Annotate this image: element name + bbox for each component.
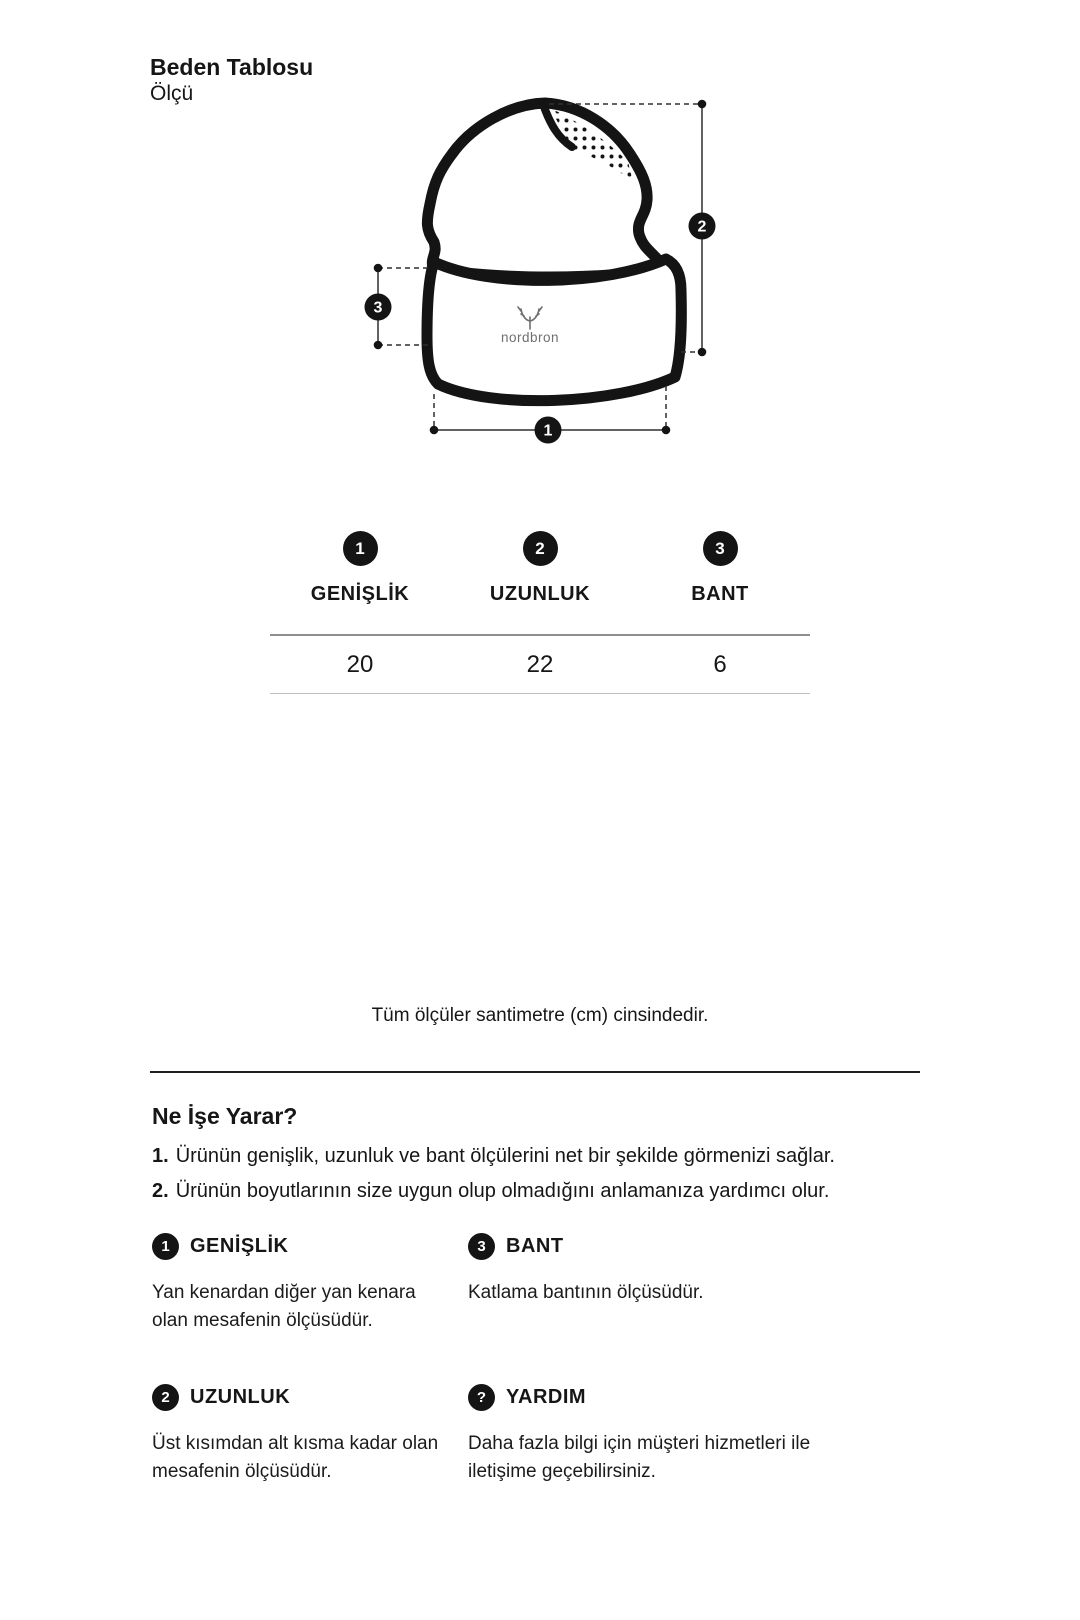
size-table-headers [270, 583, 810, 606]
info-item-2-text: Ürünün boyutlarının size uygun olup olmadığını anlamanıza yardımcı olur. [175, 1180, 830, 1202]
definition-band-description: Katlama bantının ölçüsüdür. [468, 1282, 704, 1303]
marker-band-badge: 3 [373, 299, 383, 317]
value-band: 6 [713, 651, 727, 678]
definition-width-badge: 1 [152, 1233, 179, 1260]
table-rule-bottom [270, 693, 810, 694]
size-table [270, 531, 810, 694]
unit-note: Tüm ölçüler santimetre (cm) cinsindedir. [371, 1005, 709, 1026]
brand-name: nordbron [500, 330, 560, 345]
definition-width-description: Yan kenardan diğer yan kenara olan mesafenin ölçüsüdür. [152, 1282, 416, 1331]
definition-width-title: GENİŞLİK [190, 1235, 289, 1257]
help-icon: ? [468, 1384, 495, 1411]
column-badge-3: 3 [703, 531, 738, 566]
definition-length-badge: 2 [152, 1384, 179, 1411]
page-subtitle: Ölçü [150, 82, 194, 105]
column-badge-1: 1 [343, 531, 378, 566]
column-header-width: GENİŞLİK [310, 583, 410, 605]
definition-band-title: BANT [506, 1235, 564, 1257]
definitions-grid [152, 1233, 952, 1485]
marker-width-badge: 1 [543, 422, 553, 440]
page-title: Beden Tablosu [150, 54, 314, 80]
definition-length [152, 1384, 468, 1485]
marker-band [365, 264, 431, 350]
info-item-1-number: 1. [152, 1145, 169, 1167]
column-header-length: UZUNLUK [489, 583, 591, 605]
definition-length-description: Üst kısımdan alt kısma kadar olan mesafenin ölçüsüdür. [152, 1433, 439, 1482]
column-badge-2: 2 [523, 531, 558, 566]
section-divider [150, 1071, 920, 1073]
size-table-badges [270, 531, 810, 566]
info-item-2 [152, 1178, 962, 1205]
column-header-band: BANT [691, 583, 749, 605]
info-heading: Ne İşe Yarar? [152, 1103, 298, 1129]
size-table-values [270, 636, 810, 693]
info-section [152, 1103, 962, 1205]
marker-length-badge: 2 [697, 218, 707, 236]
definition-help [468, 1384, 952, 1485]
info-item-1 [152, 1143, 962, 1170]
definition-length-title: UZUNLUK [190, 1386, 291, 1408]
info-item-2-number: 2. [152, 1180, 169, 1202]
header [150, 54, 313, 107]
info-item-1-text: Ürünün genişlik, uzunluk ve bant ölçülerini net bir şekilde görmenizi sağlar. [175, 1145, 835, 1167]
definition-width [152, 1233, 468, 1334]
value-width: 20 [346, 651, 374, 678]
beanie-measurement-diagram [330, 82, 730, 454]
definition-band-badge: 3 [468, 1233, 495, 1260]
definition-help-description: Daha fazla bilgi için müşteri hizmetleri ile iletişime geçebilirsiniz. [468, 1433, 811, 1482]
value-length: 22 [526, 651, 554, 678]
beanie-crown-outline [427, 103, 666, 277]
definition-help-title: YARDIM [506, 1386, 587, 1408]
definition-band [468, 1233, 952, 1334]
